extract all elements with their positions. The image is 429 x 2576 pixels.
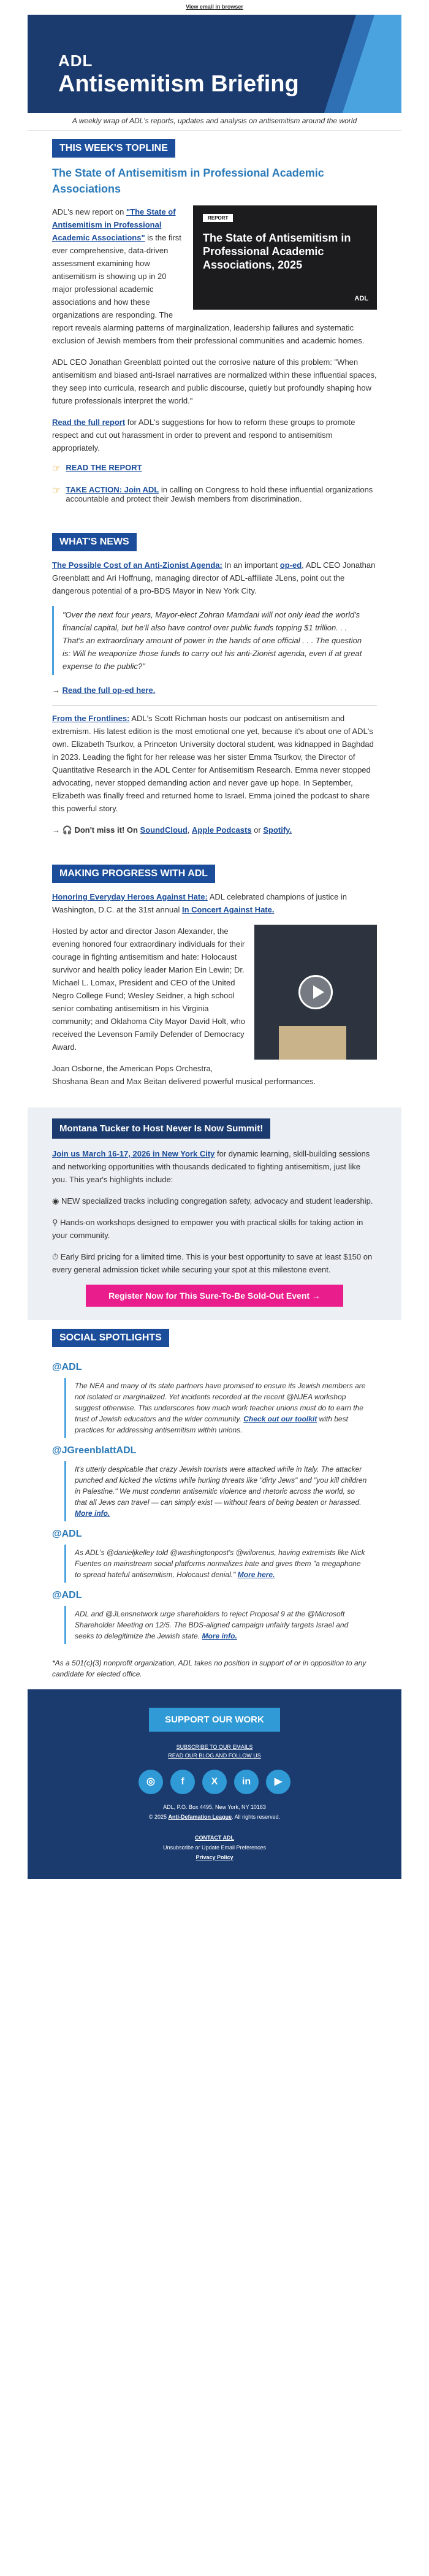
news-item-podcast: From the Frontlines: ADL's Scott Richman hosts our podcast on antisemitism and extremism. His latest edition is the most emotional one yet, because it's about one of ADL's own. Elizabeth Tsurkov, a Princeton University doctoral student, was kidnapped in Baghdad in 2023. Leading the fight for her release was her sister Emma Tsurkov, the Director of Quantitative Research in the ADL Center for Antisemitism Research. Emma never stopped advocating, never stopped demanding action and never gave up hope. In September, Elizabeth was finally freed and returned home to Israel. Emma joined the podcast to share this powerful story.: [52, 714, 374, 813]
social-post-text: As ADL's @danieljkelley told @washingtonpost's @wilorenus, having extremists like Nick Fuentes on mainstream social platforms normalizes hate and gives them "a megaphone to spread hateful antisemitism, Holocaust denial." More here.: [64, 1545, 377, 1583]
disclaimer: *As a 501(c)(3) nonprofit organization, ADL takes no position in support of or in opposition to any candidate for elected office.: [52, 1659, 366, 1678]
target-icon: ◉: [52, 1196, 59, 1206]
social-post-text: The NEA and many of its state partners have promised to ensure its Jewish members are not isolated or marginalized. Yet incidents recorded at the recent @NJEA workshop suggest otherwise. This underscores how much work teacher unions must do to earn the trust of Jewish educators and the wider community. Check out our toolkit with best practices for addressing antisemitism within unions.: [64, 1378, 377, 1438]
report-link[interactable]: "The State of Antisemitism in Professional Academic Associations": [52, 207, 176, 242]
topline-cta-paragraph: Read the full report for ADL's suggestions for how to reform these groups to promote respect and cut out harassment in order to prevent and respond to antisemitism appropriately.: [52, 418, 355, 453]
summit-intro: Join us March 16-17, 2026 in New York City for dynamic learning, skill-building sessions and networking opportunities with thousands dedicated to fighting antisemitism, just like you. This year's highlights include:: [52, 1149, 370, 1184]
social-handle[interactable]: @ADL: [52, 1362, 82, 1372]
read-full-report-link[interactable]: Read the full report: [52, 418, 126, 427]
topline-paragraph: ADL's new report on "The State of Antisemitism in Professional Academic Associations" is the first ever comprehensive, data-driven assessment examining how antisemitism is showing up in 20 major professional academic associations and how these organizations are responding. The report reveals alarming patterns of marginalization, leadership failures and systematic exclusion of Jewish members from their professional communities and academic homes.: [52, 207, 365, 345]
social-handle[interactable]: @ADL: [52, 1590, 82, 1600]
support-button[interactable]: SUPPORT OUR WORK: [149, 1708, 280, 1732]
footer-unsubscribe: [52, 1844, 377, 1851]
instagram-icon[interactable]: ◎: [139, 1770, 163, 1794]
youtube-icon[interactable]: ▶: [266, 1770, 290, 1794]
unsubscribe-link[interactable]: Unsubscribe or Update Email Preferences: [162, 1844, 267, 1851]
headphones-icon: 🎧: [62, 825, 72, 835]
section-tag-social: SOCIAL SPOTLIGHTS: [52, 1329, 169, 1347]
more-info-link[interactable]: More info.: [202, 1632, 237, 1640]
adl-footer-link[interactable]: Anti-Defamation League: [168, 1814, 232, 1820]
social-post: [52, 1590, 377, 1644]
anti-zionist-agenda-link[interactable]: The Possible Cost of an Anti-Zionist Agenda:: [52, 560, 222, 570]
topbar: [0, 0, 429, 15]
pointing-hand-icon: ☞: [52, 486, 61, 496]
adl-logo[interactable]: ADL: [58, 52, 93, 70]
footer-address: ADL, P.O. Box 4495, New York, NY 10163: [163, 1804, 266, 1810]
section-tag-topline: THIS WEEK'S TOPLINE: [52, 139, 175, 158]
social-post-text: It's utterly despicable that crazy Jewish tourists were attacked while in Italy. The attacker punched and kicked the victims while hurling threats like "dirty Jews" and "you kill children in Palestine." We must condemn antisemitic violence and rhetoric across the world, so that all Jews can travel — can simply exist — without fears of being beaten or harassed. More info.: [64, 1461, 377, 1521]
social-section: [28, 1320, 401, 1655]
view-in-browser-link[interactable]: View email in browser: [186, 4, 243, 10]
progress-performers: Joan Osborne, the American Pops Orchestra, Shoshana Bean and Max Beitan delivered powerful musical performances.: [52, 1064, 316, 1086]
join-us-link[interactable]: Join us March 16-17, 2026 in New York City: [52, 1149, 215, 1158]
topline-section: [28, 131, 401, 524]
privacy-link[interactable]: Privacy Policy: [196, 1854, 233, 1860]
read-the-report-link[interactable]: READ THE REPORT: [66, 463, 142, 472]
social-post: [52, 1362, 377, 1438]
subscribe-link[interactable]: SUBSCRIBE TO OUR EMAILS: [176, 1744, 253, 1750]
soundcloud-link[interactable]: SoundCloud: [140, 825, 188, 835]
report-badge: REPORT: [203, 214, 233, 222]
footer-privacy: [52, 1854, 377, 1860]
social-handle[interactable]: @JGreenblattADL: [52, 1445, 137, 1456]
read-report-cta: [52, 463, 377, 475]
social-post: [52, 1445, 377, 1521]
everyday-heroes-link[interactable]: Honoring Everyday Heroes Against Hate:: [52, 892, 208, 901]
event-video[interactable]: [254, 925, 377, 1060]
footer-copyright: © 2025 Anti-Defamation League. All rights reserved.: [148, 1814, 281, 1820]
facebook-icon[interactable]: f: [170, 1770, 195, 1794]
social-handle[interactable]: @ADL: [52, 1529, 82, 1539]
summit-item: ⏱ Early Bird pricing for a limited time. This is your best opportunity to save at least $150 on every general admission ticket while securing your spot at this milestone event.: [52, 1252, 373, 1274]
news-item-opinion: The Possible Cost of an Anti-Zionist Agenda: In an important op-ed, ADL CEO Jonathan Greenblatt and Ari Hoffnung, managing director of ADL-affiliate JLens, point out the dangerous potential of a pro-BDS Mayor in New York City.: [52, 560, 376, 595]
toolkit-link[interactable]: Check out our toolkit: [243, 1415, 317, 1423]
pointing-hand-icon: ☞: [52, 464, 61, 474]
magnifier-icon: ⚲: [52, 1218, 58, 1227]
topline-headline[interactable]: The State of Antisemitism in Professional Academic Associations: [52, 167, 324, 195]
more-here-link[interactable]: More here.: [237, 1570, 275, 1579]
footer-links: [52, 1744, 377, 1759]
take-action-cta: [52, 485, 377, 503]
more-info-link[interactable]: More info.: [75, 1509, 110, 1518]
register-button[interactable]: Register Now for This Sure-To-Be Sold-Out Event →: [86, 1285, 343, 1307]
podcast-links-line: → 🎧 Don't miss it! On SoundCloud, Apple Podcasts or Spotify.: [52, 825, 292, 835]
stage-sign: [279, 1026, 346, 1060]
topline-quote-paragraph: ADL CEO Jonathan Greenblatt pointed out the corrosive nature of this problem: "When antisemitism and biased anti-Israel narratives are normalized within these influential spaces, they seep into curricula, research and public discourse, quietly but profoundly shaping how future professionals interpret the world.": [52, 357, 377, 405]
linkedin-icon[interactable]: in: [234, 1770, 259, 1794]
read-op-ed-line: → Read the full op-ed here.: [52, 686, 156, 695]
op-ed-link[interactable]: op-ed: [279, 560, 302, 570]
blog-link[interactable]: READ OUR BLOG AND FOLLOW US: [168, 1752, 261, 1759]
summit-section: [28, 1107, 401, 1320]
page-title: Antisemitism Briefing: [58, 71, 299, 97]
frontlines-link[interactable]: From the Frontlines:: [52, 714, 130, 723]
apple-podcasts-link[interactable]: Apple Podcasts: [192, 825, 252, 835]
progress-intro: Honoring Everyday Heroes Against Hate: ADL celebrated champions of justice in Washington, D.C. at the 31st annual In Concert Against Hate.: [52, 892, 347, 914]
social-post: [52, 1529, 377, 1583]
in-concert-link[interactable]: In Concert Against Hate.: [181, 905, 275, 914]
header-banner: [28, 15, 401, 113]
report-cover-title: The State of Antisemitism in Professional Academic Associations, 2025: [203, 232, 351, 271]
section-tag-news: WHAT'S NEWS: [52, 533, 137, 551]
email-body: [28, 15, 401, 1879]
progress-paragraph: Hosted by actor and director Jason Alexander, the evening honored four extraordinary individuals for their courage in fighting antisemitism and hate: Holocaust survivor and health policy leader Marion Ein Lewin; Dr. Michael L. Lomax, President and CEO of the United Negro College Fund; Wesley Seidner, a high school senior combating antisemitism in his Virginia community; and Oklahoma City Mayor David Holt, who received the Levenson Family Defender of Democracy Award.: [52, 927, 246, 1052]
op-ed-quote: "Over the next four years, Mayor-elect Zohran Mamdani will not only lead the world's financial capital, but he'll also have control over public funds topping $1 trillion. . . That's an extraordinary amount of power in the hands of one official . . . The question is: Will he weaponize those funds to carry out his anti-Zionist agenda, even if at great expense to the public?": [52, 606, 377, 675]
report-cover-logo: ADL: [354, 295, 368, 302]
summit-item: ⚲ Hands-on workshops designed to empower you with practical skills for taking action in your community.: [52, 1218, 363, 1240]
divider: [52, 705, 377, 706]
footer-contact: [52, 1835, 377, 1841]
summit-title: Montana Tucker to Host Never Is Now Summit!: [52, 1118, 270, 1139]
report-cover-image[interactable]: [193, 205, 377, 310]
take-action-text: TAKE ACTION: Join ADL in calling on Congress to hold these influential organizations accountable and protect their Jewish members from discrimination.: [66, 485, 373, 503]
contact-link[interactable]: CONTACT ADL: [195, 1835, 234, 1841]
social-post-text: ADL and @JLensnetwork urge shareholders to reject Proposal 9 at the @Microsoft Shareholder Meeting on 12/5. The BDS-aligned campaign unfairly targets Israel and seeks to delegitimize the Jewish state. More info.: [64, 1606, 377, 1644]
spotify-link[interactable]: Spotify.: [263, 825, 292, 835]
footer: [28, 1689, 401, 1879]
news-section: [28, 524, 401, 856]
progress-section: [28, 856, 401, 1107]
read-op-ed-link[interactable]: Read the full op-ed here.: [62, 686, 156, 695]
section-tag-progress: MAKING PROGRESS WITH ADL: [52, 865, 215, 883]
social-icons: [52, 1770, 377, 1794]
join-adl-link[interactable]: TAKE ACTION: Join ADL: [66, 485, 159, 494]
summit-item: ◉ NEW specialized tracks including congregation safety, advocacy and student leadership.: [52, 1196, 373, 1206]
play-icon[interactable]: [298, 975, 333, 1009]
tagline: A weekly wrap of ADL's reports, updates and analysis on antisemitism around the world: [28, 113, 401, 131]
x-icon[interactable]: X: [202, 1770, 227, 1794]
clock-icon: ⏱: [52, 1252, 59, 1261]
